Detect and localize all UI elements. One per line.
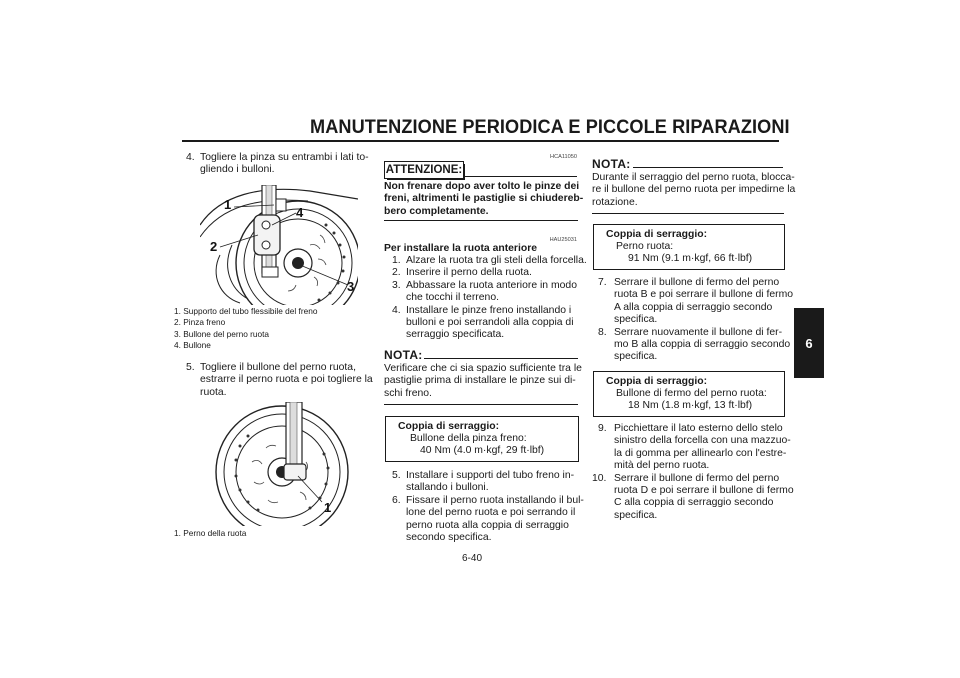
callout-1: 1 bbox=[324, 500, 332, 515]
section-heading: Per installare la ruota anteriore bbox=[384, 243, 538, 254]
warning-rule bbox=[384, 220, 578, 221]
step-number: 8. bbox=[598, 326, 607, 338]
nota-line: schi freno. bbox=[384, 387, 432, 399]
torque-item: Bullone di fermo del perno ruota: bbox=[616, 388, 767, 399]
torque-title: Coppia di serraggio: bbox=[398, 421, 500, 432]
step-line: bulloni e poi serrandoli alla coppia di bbox=[406, 317, 574, 328]
nota-text bbox=[592, 172, 796, 209]
install-steps bbox=[392, 255, 587, 345]
torque-value: 18 Nm (1.8 m·kgf, 13 ft·lbf) bbox=[628, 400, 753, 411]
nota-line: re il bullone del perno ruota per impedirne la bbox=[592, 184, 796, 196]
step-line: secondo specifica. bbox=[406, 532, 492, 544]
torque-title: Coppia di serraggio: bbox=[606, 376, 708, 387]
caption-figure-2 bbox=[174, 528, 364, 539]
step-number: 2. bbox=[392, 267, 401, 279]
attention-rule bbox=[465, 176, 577, 177]
nota-rule bbox=[633, 167, 783, 168]
nota-text bbox=[384, 363, 582, 400]
step-line: specifica. bbox=[614, 314, 658, 326]
caption-line: 3. Bullone del perno ruota bbox=[174, 328, 270, 339]
step-line: serraggio specificata. bbox=[406, 329, 505, 341]
step-number: 6. bbox=[392, 494, 401, 506]
step-line: A alla coppia di serraggio secondo bbox=[614, 301, 773, 313]
caption-line: 1. Supporto del tubo flessibile del freno bbox=[174, 306, 318, 316]
torque-item: Perno ruota: bbox=[616, 241, 674, 252]
step-number: 5. bbox=[392, 470, 401, 481]
nota-line: rotazione. bbox=[592, 196, 638, 208]
step-line: C alla coppia di serraggio secondo bbox=[614, 497, 774, 509]
callout-4: 4 bbox=[296, 205, 304, 220]
step-line: mo B alla coppia di serraggio secondo bbox=[614, 339, 791, 350]
step-line: Togliere il bullone del perno ruota, bbox=[200, 362, 356, 373]
step-line: Abbassare la ruota anteriore in modo bbox=[406, 279, 577, 291]
step-number: 10. bbox=[592, 472, 607, 484]
step-line: sinistro della forcella con una mazzuo- bbox=[614, 435, 791, 447]
nota-label: NOTA: bbox=[384, 348, 423, 362]
step-line: Installare le pinze freno installando i bbox=[406, 304, 572, 316]
step-line: Serrare il bullone di fermo del perno bbox=[614, 277, 780, 288]
step-line: perno ruota alla coppia di serraggio bbox=[406, 519, 569, 531]
callout-2: 2 bbox=[210, 239, 218, 254]
figure-wheel-axle bbox=[196, 402, 360, 526]
step-line: Alzare la ruota tra gli steli della forcella. bbox=[406, 255, 587, 266]
step-line: ruota D e poi serrare il bullone di fermo bbox=[614, 485, 794, 496]
torque-value: 40 Nm (4.0 m·kgf, 29 ft·lbf) bbox=[420, 445, 545, 456]
nota-end-rule bbox=[384, 404, 578, 405]
torque-title: Coppia di serraggio: bbox=[606, 229, 708, 240]
torque-box-axle bbox=[593, 224, 785, 270]
step-line: lone del perno ruota e poi serrando il bbox=[406, 507, 576, 519]
warning-line: Non frenare dopo aver tolto le pinze dei bbox=[384, 181, 580, 192]
step-line: ruota B e poi serrare il bullone di fermo bbox=[614, 289, 794, 301]
reference-code: HAU25031 bbox=[549, 237, 577, 243]
step-number: 4. bbox=[186, 152, 195, 163]
step-line: Serrare nuovamente il bullone di fer- bbox=[614, 326, 783, 338]
step-line: Installare i supporti del tubo freno in- bbox=[406, 470, 575, 481]
install-steps-2 bbox=[392, 470, 584, 550]
nota-label: NOTA: bbox=[592, 157, 631, 171]
step-line: ruota. bbox=[200, 386, 227, 398]
caption-line: 2. Pinza freno bbox=[174, 317, 226, 328]
callout-3: 3 bbox=[347, 279, 355, 294]
nota-end-rule bbox=[592, 213, 784, 214]
step-number: 9. bbox=[598, 423, 607, 434]
torque-item: Bullone della pinza freno: bbox=[410, 433, 527, 444]
tighten-steps bbox=[598, 277, 794, 367]
attention-label: ATTENZIONE: bbox=[384, 161, 464, 179]
step-line: che tocchi il terreno. bbox=[406, 292, 499, 304]
nota-rule bbox=[424, 358, 578, 359]
chapter-tab[interactable]: 6 bbox=[794, 308, 824, 378]
step-line: Fissare il perno ruota installando il bul- bbox=[406, 494, 584, 506]
step-line: la di gomma per allinearlo con l'estre- bbox=[614, 447, 787, 459]
step-line: Picchiettare il lato esterno dello stelo bbox=[614, 423, 783, 434]
title-rule bbox=[182, 140, 779, 142]
caption-line: 4. Bullone bbox=[174, 340, 211, 351]
torque-box-clamp-bolt bbox=[593, 371, 785, 417]
warning-text bbox=[384, 181, 584, 218]
nota-line: Verificare che ci sia spazio sufficiente tra le bbox=[384, 363, 582, 374]
caption-line: 1. Perno della ruota bbox=[174, 528, 247, 538]
step-line: stallando i bulloni. bbox=[406, 482, 489, 494]
reference-code: HCA11050 bbox=[550, 154, 577, 160]
step-line: Togliere la pinza su entrambi i lati to- bbox=[200, 152, 369, 163]
step-line: Inserire il perno della ruota. bbox=[406, 267, 532, 279]
step-line: Serrare il bullone di fermo del perno bbox=[614, 472, 780, 484]
warning-line: bero completamente. bbox=[384, 205, 489, 217]
step-line: specifica. bbox=[614, 351, 658, 363]
warning-line: freni, altrimenti le pastiglie si chiudereb- bbox=[384, 193, 584, 205]
step-line: gliendo i bulloni. bbox=[200, 164, 275, 176]
page-number: 6-40 bbox=[462, 553, 483, 564]
step-number: 3. bbox=[392, 279, 401, 291]
nota-line: pastiglie prima di installare le pinze sui di- bbox=[384, 375, 576, 387]
step-number: 7. bbox=[598, 277, 607, 288]
torque-value: 91 Nm (9.1 m·kgf, 66 ft·lbf) bbox=[628, 253, 753, 264]
callout-1: 1 bbox=[224, 197, 232, 212]
figure-brake-caliper bbox=[200, 185, 358, 305]
torque-box-caliper bbox=[385, 416, 579, 462]
step-line: mità del perno ruota. bbox=[614, 460, 710, 472]
nota-line: Durante il serraggio del perno ruota, blocca- bbox=[592, 172, 795, 183]
step-number: 5. bbox=[186, 362, 195, 373]
page-title: MANUTENZIONE PERIODICA E PICCOLE RIPARAZIONI bbox=[310, 116, 790, 138]
step-number: 1. bbox=[392, 255, 401, 266]
step-line: specifica. bbox=[614, 509, 658, 521]
step-number: 4. bbox=[392, 304, 401, 316]
caption-figure-1 bbox=[174, 306, 364, 352]
step-line: estrarre il perno ruota e poi togliere la bbox=[200, 374, 373, 386]
final-steps bbox=[592, 423, 794, 533]
